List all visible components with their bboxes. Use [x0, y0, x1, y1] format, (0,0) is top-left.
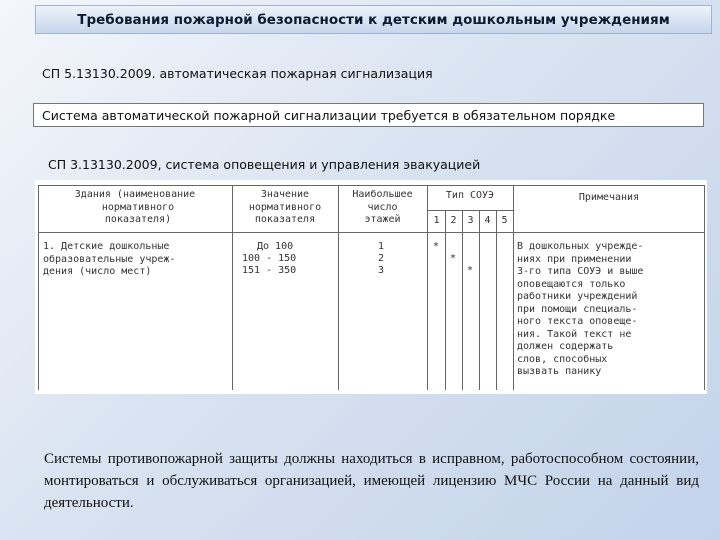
- row-value: До 100: [257, 241, 294, 252]
- requirement-text: Система автоматической пожарной сигнализации требуется в обязательном порядке: [42, 107, 616, 123]
- slide-title: [35, 5, 712, 34]
- header-building: Здания (наименование нормативного показателя): [74, 189, 196, 225]
- header-soue-col: 5: [501, 215, 508, 226]
- table-divider: [462, 210, 463, 390]
- norm-label-evacuation: СП 3.13130.2009, система оповещения и управления эвакуацией: [48, 157, 481, 172]
- header-soue-type: Тип СОУЭ: [445, 190, 495, 201]
- table-border-right: [704, 185, 705, 390]
- header-soue-col: 2: [450, 215, 457, 226]
- table-divider: [513, 185, 514, 390]
- table-divider: [479, 210, 480, 390]
- row-building: 1. Детские дошкольные образовательные учреж- дения (число мест): [43, 241, 176, 277]
- header-value: Значение нормативного показателя: [248, 189, 322, 225]
- row-soue-mark: *: [450, 253, 457, 264]
- table-divider: [338, 185, 339, 390]
- requirement-box: [33, 103, 704, 127]
- row-value: 151 - 350: [242, 265, 297, 276]
- row-soue-mark: *: [433, 241, 440, 252]
- row-value: 100 - 150: [242, 253, 297, 264]
- row-soue-mark: *: [467, 265, 474, 276]
- row-floors: 2: [378, 253, 385, 264]
- table-header-divider: [38, 232, 704, 233]
- header-floors: Наибольшее число этажей: [352, 189, 413, 225]
- table-divider: [427, 210, 513, 211]
- table-divider: [496, 210, 497, 390]
- row-floors: 1: [378, 241, 385, 252]
- table-border-top: [38, 185, 704, 186]
- norms-table-scan: [35, 180, 707, 394]
- row-notes: В дошкольных учрежде- ниях при применении 3-го типа СОУЭ и выше оповещаются только работники учреждений при помощи специаль- ного текста оповеще- ния. Такой текст не должен содержать слов, способных вызвать панику: [517, 241, 644, 377]
- table-divider: [445, 210, 446, 390]
- table-border-left: [38, 185, 39, 390]
- table-divider: [232, 185, 233, 390]
- header-notes: Примечания: [578, 192, 640, 203]
- header-soue-col: 3: [467, 215, 474, 226]
- slide-title-text: Требования пожарной безопасности к детским дошкольным учреждениям: [77, 11, 670, 28]
- header-soue-col: 4: [484, 215, 491, 226]
- header-soue-col: 1: [433, 215, 440, 226]
- norm-label-fire-alarm: СП 5.13130.2009. автоматическая пожарная сигнализация: [42, 66, 433, 81]
- row-floors: 3: [378, 265, 385, 276]
- compliance-paragraph: Системы противопожарной защиты должны находиться в исправном, работоспособном состоянии, монтироваться и обслуживаться организацией, имеющей лицензию МЧС России на данный вид деятельности.: [44, 451, 699, 511]
